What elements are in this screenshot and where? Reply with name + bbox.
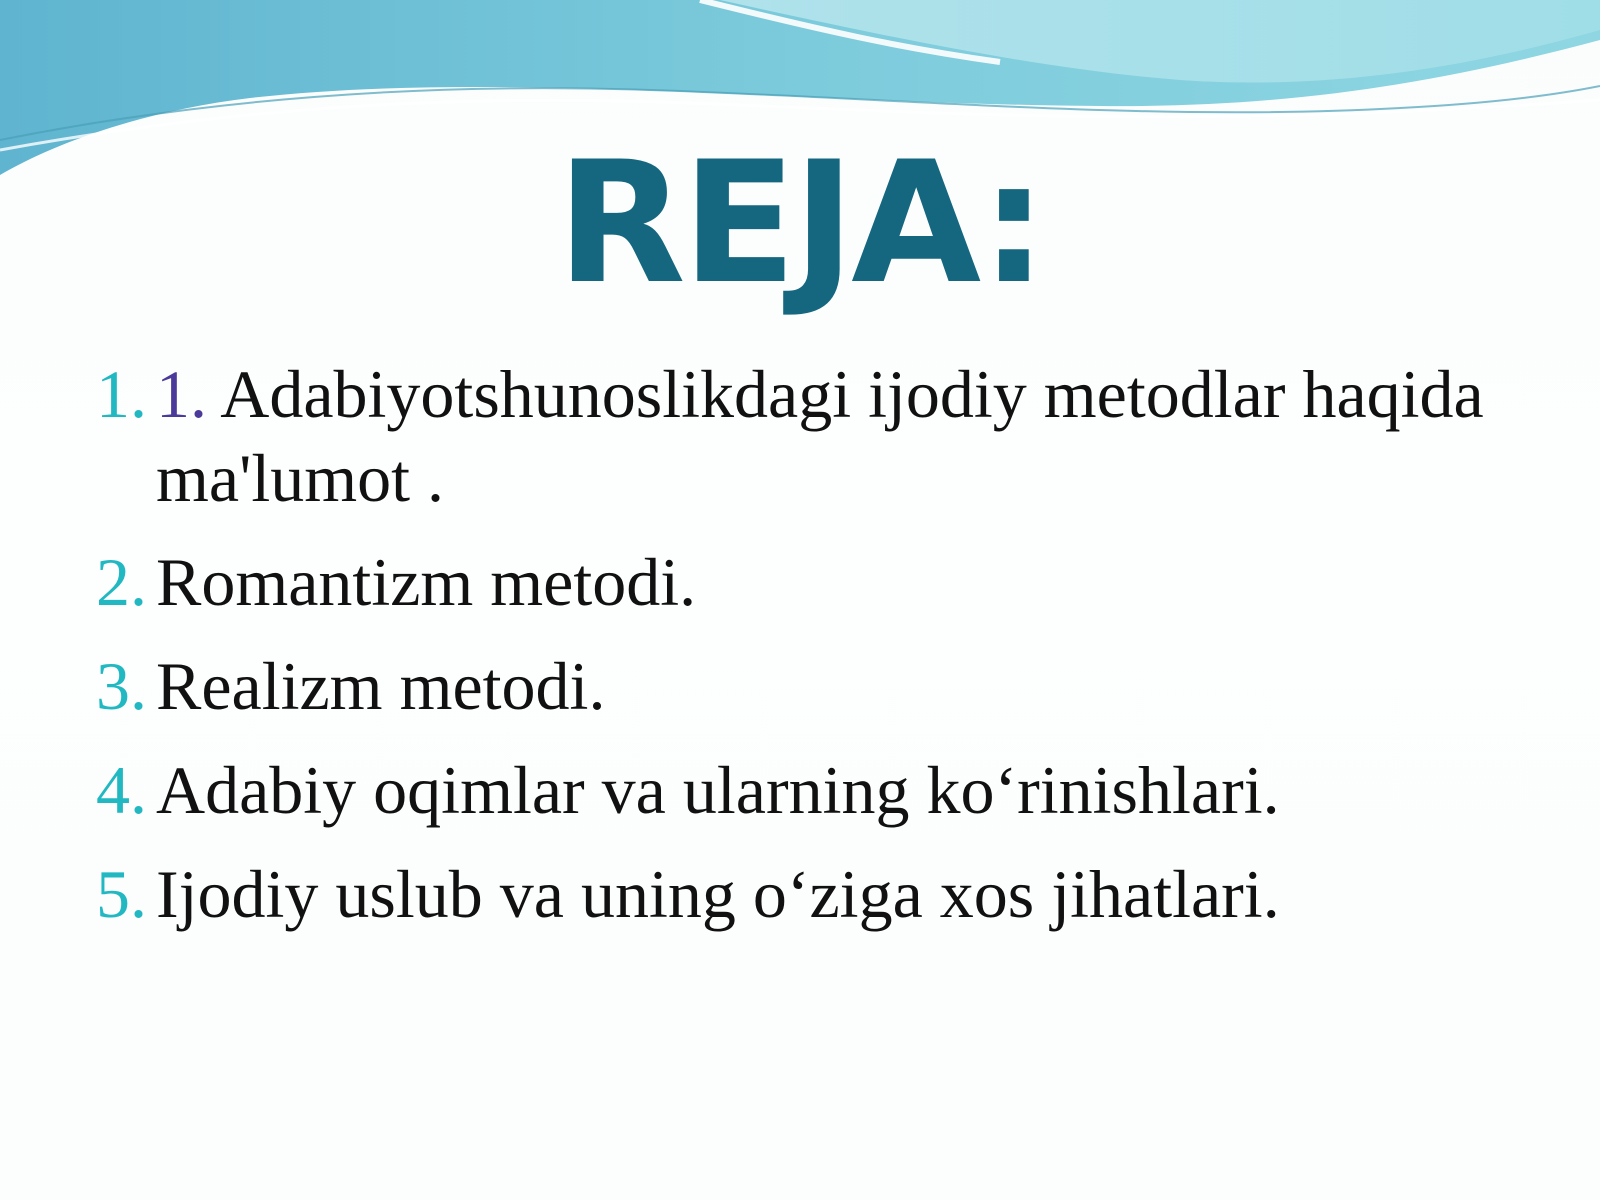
agenda-item-number: 3. (96, 648, 147, 724)
agenda-item-2 (96, 540, 1536, 624)
agenda-item-number: 1. (96, 356, 147, 432)
agenda-item-prefix: 1. (156, 356, 207, 432)
agenda-item-3 (96, 644, 1536, 728)
agenda-item-number: 5. (96, 856, 147, 932)
agenda-item-number: 4. (96, 752, 147, 828)
agenda-item-1 (96, 352, 1536, 520)
agenda-item-5 (96, 852, 1536, 936)
agenda-item-text: Ijodiy uslub va uning o‘ziga xos jihatlari. (156, 856, 1280, 932)
agenda-item-text: Realizm metodi. (156, 648, 606, 724)
agenda-item-number: 2. (96, 544, 147, 620)
agenda-list (96, 352, 1536, 956)
agenda-item-4 (96, 748, 1536, 832)
slide-title: REJA: (556, 125, 1044, 321)
agenda-item-text: Romantizm metodi. (156, 544, 697, 620)
agenda-item-text: Adabiy oqimlar va ularning ko‘rinishlari. (156, 752, 1280, 828)
agenda-item-text: Adabiyotshunoslikdagi ijodiy metodlar haqida ma'lumot . (156, 356, 1484, 516)
